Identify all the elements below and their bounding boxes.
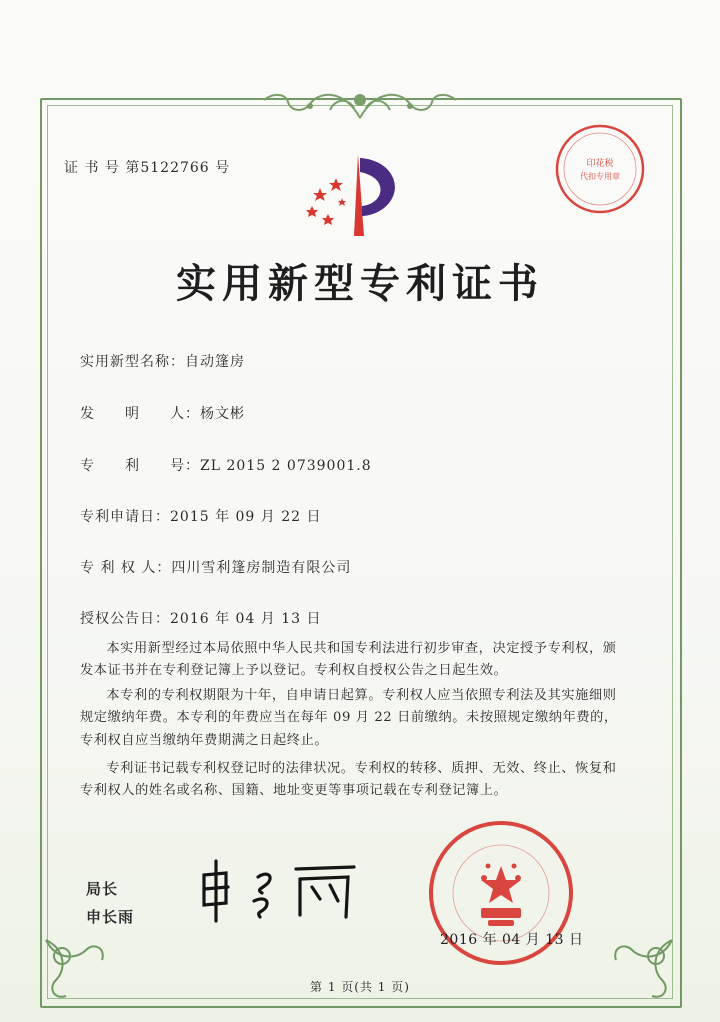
issue-date: 2016 年 04 月 13 日 [440, 932, 584, 948]
field-value: 四川雪利篷房制造有限公司 [171, 560, 352, 576]
page-number: 第 1 页(共 1 页) [310, 980, 410, 994]
director-title: 局长 [86, 880, 119, 898]
handwritten-signature [196, 855, 366, 925]
director-name: 申长雨 [86, 908, 135, 926]
field-patentee [80, 557, 351, 577]
field-filing-date [80, 506, 322, 526]
certificate-body [80, 638, 620, 803]
field-label: 发 明 人： [80, 406, 200, 422]
body-paragraph: 专利证书记载专利权登记时的法律状况。专利权的转移、质押、无效、终止、恢复和专利权人的姓名或名称、国籍、地址变更等事项记载在专利登记簿上。 [80, 761, 617, 799]
corner-ornament-icon [602, 930, 682, 1010]
svg-text:代扣专用章: 代扣专用章 [580, 172, 620, 181]
field-label: 专利申请日： [80, 509, 170, 525]
field-value: 2015 年 09 月 22 日 [170, 509, 322, 525]
patent-office-logo-icon [298, 150, 408, 240]
field-patent-number [80, 455, 372, 475]
field-value: 杨文彬 [200, 406, 245, 422]
corner-ornament-icon [36, 930, 116, 1010]
certificate-title: 实用新型专利证书 [176, 260, 544, 307]
field-value: 2016 年 04 月 13 日 [170, 611, 322, 627]
top-ornament-icon [250, 80, 470, 124]
body-paragraph: 本专利的专利权期限为十年，自申请日起算。专利权人应当依照专利法及其实施细则规定缴纳年费。本专利的年费应当在每年 09 月 22 日前缴纳。未按照规定缴纳年费的，专利权自应当缴纳年费期满之日起终止。 [80, 687, 618, 748]
field-value: ZL 2015 2 0739001.8 [200, 458, 372, 474]
field-utility-model-name [80, 351, 245, 371]
field-label: 实用新型名称： [80, 354, 185, 370]
svg-text:印花税: 印花税 [586, 159, 614, 169]
field-label: 授权公告日： [80, 611, 170, 627]
field-label: 专 利 权 人： [80, 560, 172, 576]
body-paragraph: 本实用新型经过本局依照中华人民共和国专利法进行初步审查，决定授予专利权，颁发本证书并在专利登记簿上予以登记。专利权自授权公告之日起生效。 [80, 641, 617, 679]
field-label: 专 利 号： [80, 458, 200, 474]
tax-seal-stamp [553, 122, 647, 216]
field-inventor [80, 403, 245, 423]
field-grant-date [80, 608, 322, 628]
certificate-number: 证 书 号 第5122766 号 [64, 160, 231, 176]
field-value: 自动篷房 [185, 354, 245, 370]
